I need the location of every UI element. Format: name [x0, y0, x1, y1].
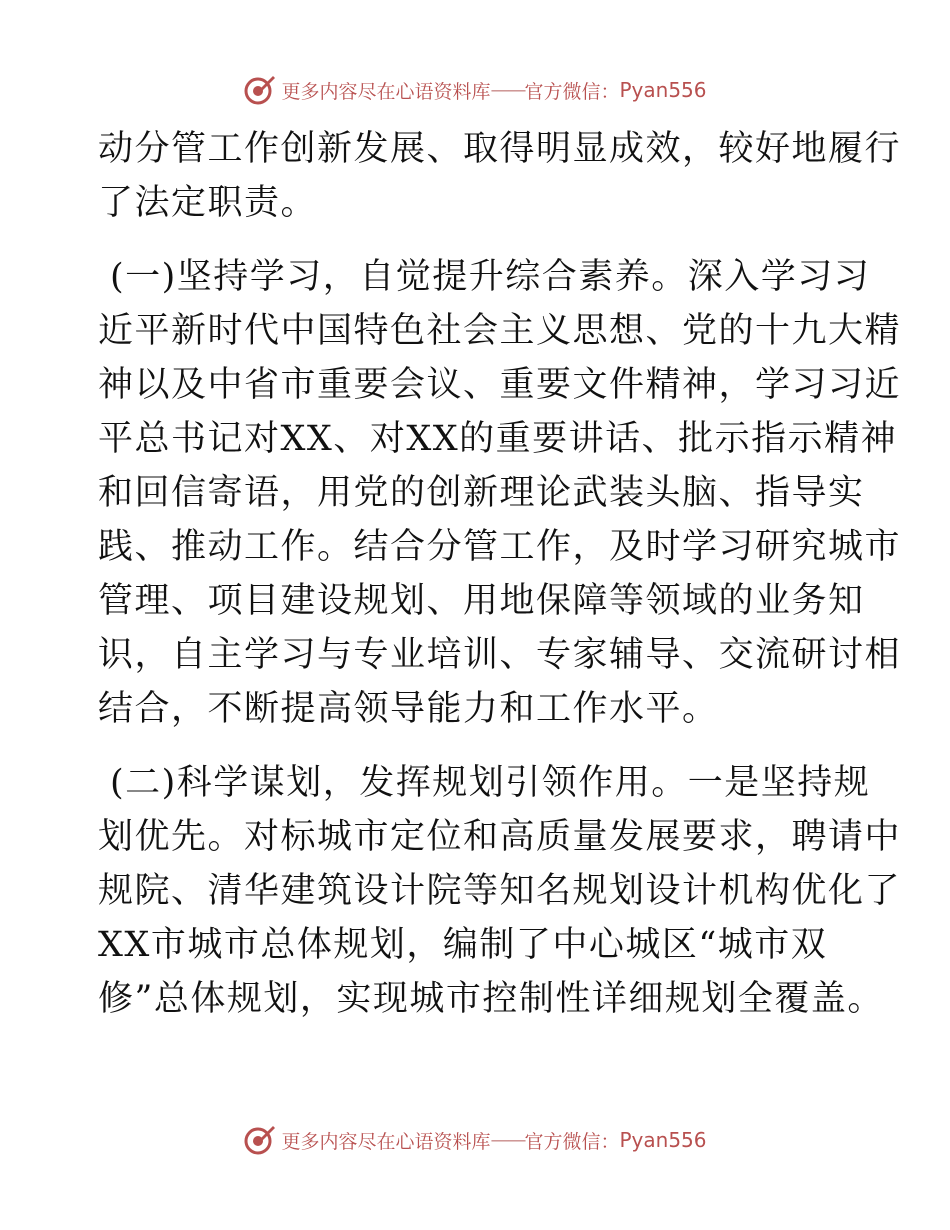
text-line: 管理、项目建设规划、用地保障等领域的业务知	[98, 581, 865, 621]
footer-watermark	[0, 1122, 950, 1158]
watermark-separator: ——	[490, 1129, 525, 1151]
watermark-separator: ——	[490, 79, 525, 101]
text-line: 和回信寄语，用党的创新理论武装头脑、指导实	[98, 473, 865, 513]
text-line: XX市城市总体规划，编制了中心城区“城市双	[98, 925, 828, 965]
text-line: 规院、清华建筑设计院等知名规划设计机构优化了	[98, 871, 902, 911]
paragraph	[98, 250, 902, 736]
text-line: 平总书记对XX、对XX的重要讲话、批示指示精神	[98, 419, 898, 459]
pen-logo-icon	[243, 1123, 277, 1157]
header-watermark	[0, 72, 950, 108]
text-line: 神以及中省市重要会议、重要文件精神，学习习近	[98, 365, 902, 405]
pen-logo-icon	[243, 73, 277, 107]
watermark-official: 官方微信：	[524, 80, 620, 103]
text-line: 近平新时代中国特色社会主义思想、党的十九大精	[98, 311, 902, 351]
watermark-official: 官方微信：	[524, 1130, 620, 1153]
paragraph	[98, 122, 902, 230]
watermark-wechat-id: Pyan556	[619, 78, 707, 102]
text-line: 动分管工作创新发展、取得明显成效，较好地履行	[98, 129, 902, 169]
text-line: 识，自主学习与专业培训、专家辅导、交流研讨相	[98, 635, 902, 675]
text-line: (一)坚持学习，自觉提升综合素养。深入学习习	[110, 257, 871, 297]
text-line: 划优先。对标城市定位和高质量发展要求，聘请中	[98, 817, 902, 857]
text-line: 修”总体规划，实现城市控制性详细规划全覆盖。	[98, 979, 884, 1019]
text-line: 了法定职责。	[98, 183, 318, 223]
watermark-text: 更多内容尽在心语资料库	[281, 80, 491, 103]
text-line: 结合，不断提高领导能力和工作水平。	[98, 689, 719, 729]
watermark-wechat-id: Pyan556	[619, 1128, 707, 1152]
text-line: (二)科学谋划，发挥规划引领作用。一是坚持规	[110, 763, 871, 803]
text-line: 践、推动工作。结合分管工作，及时学习研究城市	[98, 527, 902, 567]
watermark-text: 更多内容尽在心语资料库	[281, 1130, 491, 1153]
paragraph	[98, 756, 902, 1026]
document-body	[98, 122, 902, 1026]
